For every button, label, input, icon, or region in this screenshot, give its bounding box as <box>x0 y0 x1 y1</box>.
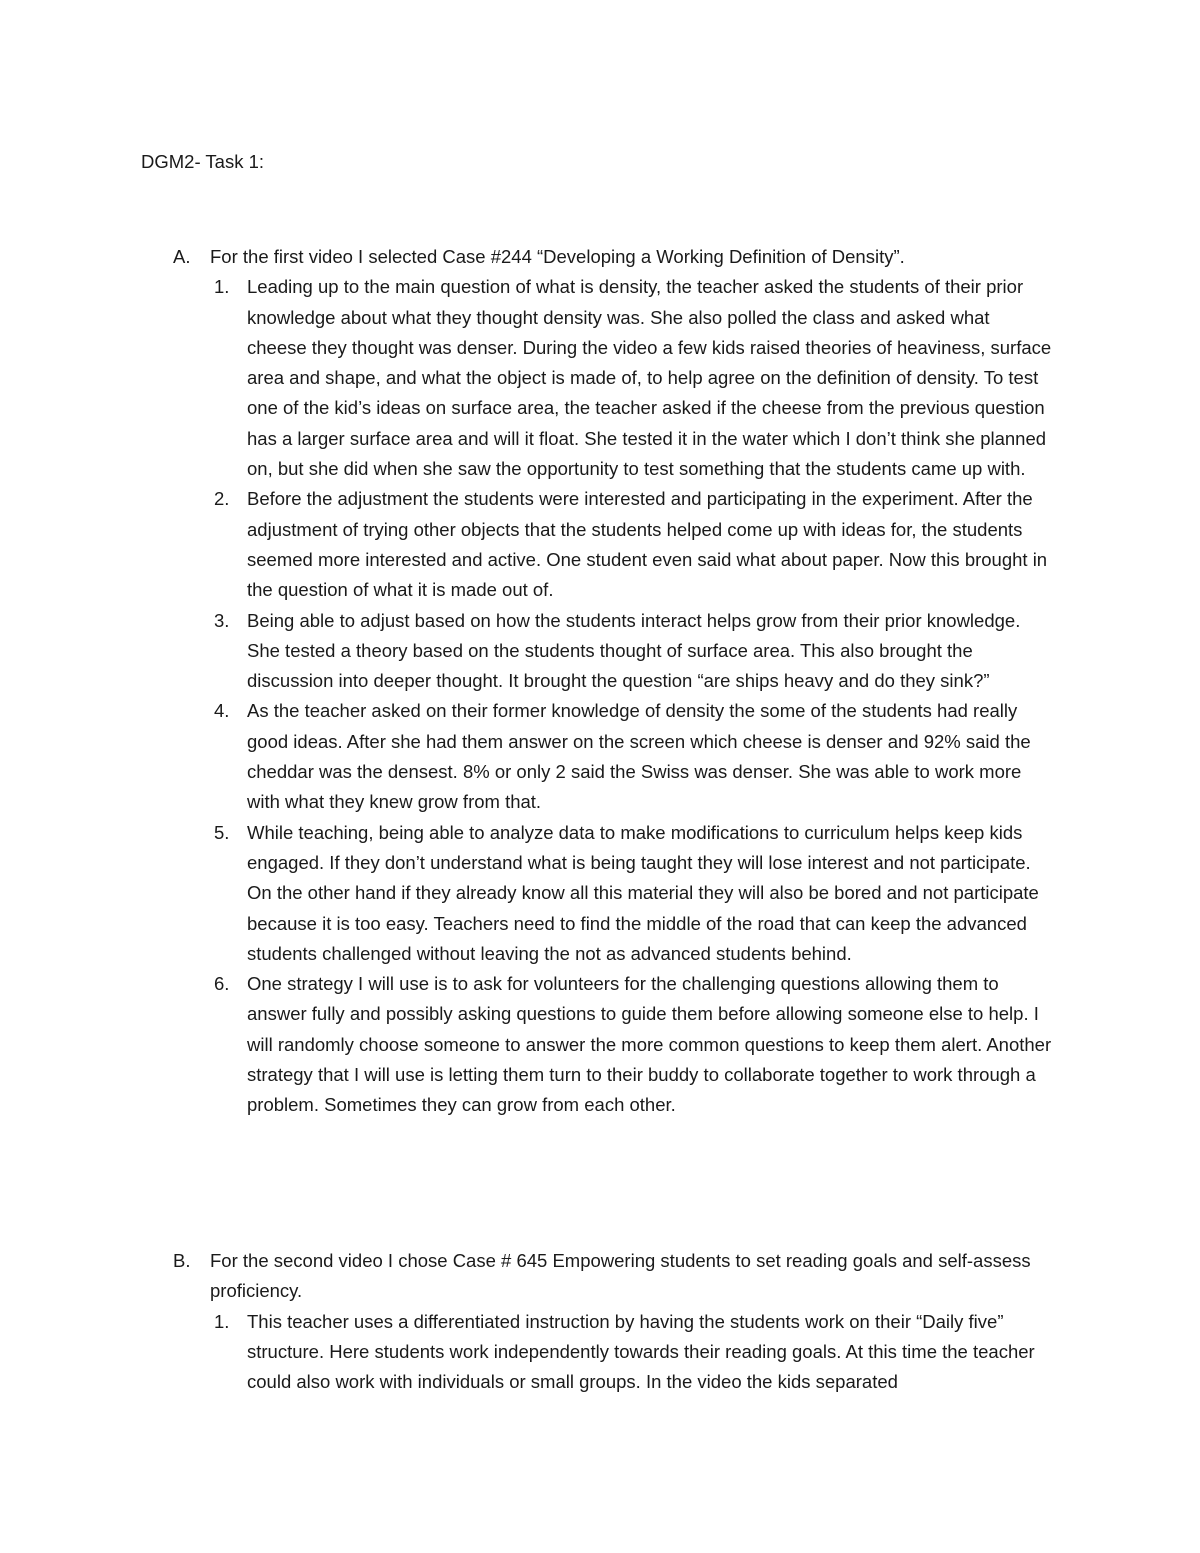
section-a <box>173 242 1063 1121</box>
list-item <box>173 969 1063 1120</box>
page-title: DGM2- Task 1: <box>141 151 265 172</box>
section-letter: B. <box>173 1250 191 1271</box>
item-text: Being able to adjust based on how the students interact helps grow from their prior knowledge. She tested a theory based on the students thought of surface area. This also brought the discussion into deeper thought. It brought the question “are ships heavy and do they sink?” <box>247 609 1021 692</box>
item-number: 5. <box>214 821 230 843</box>
list-item <box>173 1307 1063 1398</box>
section-heading-text: For the first video I selected Case #244 “Developing a Working Definition of Density”. <box>210 246 905 267</box>
item-text: While teaching, being able to analyze data to make modifications to curriculum helps keep kids engaged. If they don’t understand what is being taught they will lose interest and not participate. On the other hand if they already know all this material they will also be bored and not participate because it is too easy. Teachers need to find the middle of the road that can keep the advanced students challenged without leaving the not as advanced students behind. <box>247 821 1039 964</box>
list-item <box>173 606 1063 697</box>
section-heading-text: For the second video I chose Case # 645 Empowering students to set reading goals and self-assess proficiency. <box>210 1250 1031 1302</box>
section-heading <box>173 242 1063 272</box>
item-text: As the teacher asked on their former knowledge of density the some of the students had really good ideas. After she had them answer on the screen which cheese is denser and 92% said the cheddar was the densest. 8% or only 2 said the Swiss was denser. She was able to work more with what they knew grow from that. <box>247 700 1031 813</box>
item-number: 2. <box>214 488 230 510</box>
item-text: This teacher uses a differentiated instruction by having the students work on their “Daily five” structure. Here students work independently towards their reading goals. At this time the teacher could also work with individuals or small groups. In the video the kids separated <box>247 1310 1035 1393</box>
item-text: Before the adjustment the students were interested and participating in the experiment. After the adjustment of trying other objects that the students helped come up with ideas for, the students seemed more interested and active. One student even said what about paper. Now this brought in the question of what it is made out of. <box>247 488 1048 601</box>
list-item <box>173 484 1063 605</box>
section-letter: A. <box>173 246 191 267</box>
numbered-list <box>173 272 1063 1120</box>
list-item <box>173 818 1063 969</box>
item-number: 1. <box>214 276 230 298</box>
list-item <box>173 272 1063 484</box>
list-item <box>173 696 1063 817</box>
item-number: 3. <box>214 609 230 631</box>
item-text: Leading up to the main question of what is density, the teacher asked the students of their prior knowledge about what they thought density was. She also polled the class and asked what cheese they thought was denser. During the video a few kids raised theories of heaviness, surface area and shape, and what the object is made of, to help agree on the definition of density. To test one of the kid’s ideas on surface area, the teacher asked if the cheese from the previous question has a larger surface area and will it float. She tested it in the water which I don’t think she planned on, but she did when she saw the opportunity to test something that the students came up with. <box>247 276 1052 480</box>
item-number: 1. <box>214 1310 230 1332</box>
section-heading <box>173 1246 1063 1307</box>
numbered-list <box>173 1307 1063 1398</box>
item-number: 6. <box>214 973 230 995</box>
item-number: 4. <box>214 700 230 722</box>
item-text: One strategy I will use is to ask for volunteers for the challenging questions allowing them to answer fully and possibly asking questions to guide them before allowing someone else to help. I will randomly choose someone to answer the more common questions to keep them alert. Another strategy that I will use is letting them turn to their buddy to collaborate together to work through a problem. Sometimes they can grow from each other. <box>247 973 1052 1116</box>
section-b <box>173 1246 1063 1397</box>
